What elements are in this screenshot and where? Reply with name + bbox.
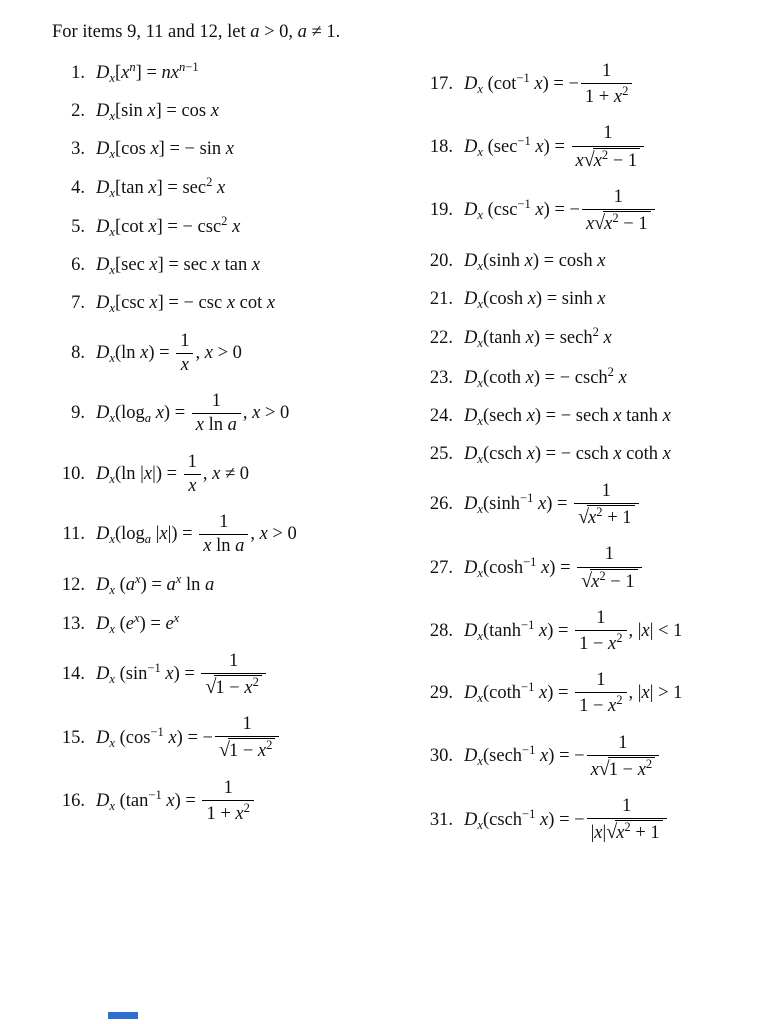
fraction: $\frac{1}{1 - x^2}$	[575, 670, 626, 717]
formula-item	[420, 670, 752, 717]
radical: $√x^2 - 1$	[594, 211, 650, 235]
formula: $D_x$ $(a^x) = a^x$ ln a	[96, 571, 215, 597]
fraction: $\frac{1}{1 + x^2}$	[581, 61, 632, 108]
formula-item	[420, 443, 752, 466]
formula: $D_x[\tan$ $x] = \sec^2 x$	[96, 175, 226, 200]
item-number: 11.	[62, 524, 85, 545]
item-number: 21.	[429, 289, 453, 310]
formula-item	[52, 391, 420, 437]
formula: $D_x(\ln$ x) = $\frac{1}{x}$ , x > 0	[96, 330, 242, 375]
formula-item	[52, 651, 420, 699]
item-number: 5.	[71, 217, 85, 238]
formula: $D_x$ ($\cos^{-1}$ x) = − $\frac{1}{√1 - x^2}$	[96, 728, 281, 748]
formula-item	[52, 215, 420, 239]
formula: $D_x[\cot$ x] = − $\csc^2 x$	[96, 214, 241, 239]
item-number: 7.	[71, 293, 85, 314]
fraction: $\frac{1}{√1 - x^2}$	[201, 651, 265, 699]
item-number: 4.	[71, 178, 85, 199]
item-number: 20.	[429, 251, 453, 272]
formula: $D_x(\tanh$ x) = sech$^2$ x	[464, 325, 612, 351]
formula: $D_x$ ($\sec^{-1}$ x) = $\frac{1}{x√x^2 - 1}$	[464, 137, 646, 157]
formula: $D_x[\sec$ x] = sec x tan x	[96, 255, 261, 278]
formula: $D_x[x^n] = nx^{n-1}$	[96, 60, 199, 85]
formula: $D_x[\cos$ x] = − sin x	[96, 139, 235, 161]
item-number: 9.	[71, 403, 85, 424]
formula-item	[420, 187, 752, 235]
item-number: 2.	[71, 101, 85, 122]
formula: $D_x(\sinh$ x) = cosh x	[464, 251, 606, 274]
fraction: $\frac{1}{\text{x ln a}}$	[199, 512, 248, 558]
formula: $D_x$ ($\sin^{-1}$ x) = $\frac{1}{√1 - x^2}$	[96, 664, 268, 684]
item-number: 14.	[61, 664, 85, 685]
formula-item	[420, 61, 752, 108]
item-number: 27.	[429, 557, 453, 578]
bottom-link-artifact	[108, 1012, 138, 1019]
formula: $D_x(\cosh^{-1}$ x) = $\frac{1}{√x^2 - 1}$	[464, 558, 644, 578]
formula: $D_x(\log_a$ |x|) = $\frac{1}{\text{x ln a}}$ , x > 0	[96, 512, 297, 557]
radical: $√x^2 + 1$	[578, 505, 634, 529]
item-number: 16.	[61, 790, 85, 811]
radical: $√1 - x^2$	[219, 738, 275, 762]
item-number: 24.	[429, 405, 453, 426]
fraction: $\frac{1}{√x^2 - 1}$	[577, 544, 641, 592]
formula-item	[52, 176, 420, 200]
fraction: $\frac{1}{x√1 - x^2}$	[587, 733, 660, 781]
formula: $D_x(\sinh^{-1}$ x) = $\frac{1}{√x^2 + 1}$	[464, 494, 641, 514]
item-number: 10.	[61, 463, 85, 484]
fraction: $\frac{1}{√1 - x^2}$	[215, 714, 279, 762]
item-number: 25.	[429, 443, 453, 464]
formula: $D_x(\tanh^{-1}$ x) = $\frac{1}{1 - x^2}$ , |x| < 1	[464, 607, 683, 654]
radical: $√x^2 - 1$	[581, 569, 637, 593]
fraction: $\frac{1}{x}$	[184, 452, 201, 498]
item-number: 29.	[429, 683, 453, 704]
formula-item	[420, 288, 752, 311]
item-number: 12.	[61, 574, 85, 595]
formula-item	[420, 366, 752, 390]
item-number: 19.	[429, 200, 453, 221]
formula-item	[420, 733, 752, 781]
formula-item	[52, 452, 420, 498]
fraction: $\frac{1}{|x|√x^2 + 1}$	[587, 796, 667, 844]
formula-item	[420, 544, 752, 592]
formula: $D_x(\sec h$ x) = − sech x tanh x	[464, 405, 671, 428]
formula-item	[52, 573, 420, 597]
formula-column-left	[52, 61, 420, 840]
formula: $D_x(\sec h^{-1}$ x) = − $\frac{1}{x√1 - x^2}$	[464, 746, 661, 766]
formula-item	[420, 327, 752, 351]
formula: $D_x$ ($\cot^{-1}$ x) = − $\frac{1}{1 + x^2}$	[464, 74, 634, 94]
item-number: 28.	[429, 620, 453, 641]
formula-item	[52, 612, 420, 636]
formula-item	[52, 778, 420, 825]
formula-item	[52, 254, 420, 277]
item-number: 17.	[429, 73, 453, 94]
fraction: $\frac{1}{1 - x^2}$	[575, 608, 626, 655]
formula: $D_x$ ($\tan^{-1}$ x) = $\frac{1}{1 + x^2}$	[96, 791, 256, 811]
formula-item	[420, 250, 752, 273]
formula: $D_x(\log_a$ x) = $\frac{1}{\text{x ln a}}$ , x > 0	[96, 391, 290, 436]
formula-column-right	[420, 61, 752, 860]
item-number: 6.	[71, 255, 85, 276]
radical: $√x^2 - 1$	[584, 148, 640, 172]
item-number: 22.	[429, 328, 453, 349]
formula-item	[420, 796, 752, 844]
formula-item	[52, 292, 420, 315]
formula: $D_x(\cot h^{-1}$ x) = $\frac{1}{1 - x^2}$ , |x| > 1	[464, 670, 683, 717]
item-number: 31.	[429, 809, 453, 830]
item-number: 1.	[71, 62, 85, 83]
radical: $√1 - x^2$	[205, 675, 261, 699]
formula: $D_x[\sin$ x] = cos x	[96, 101, 219, 123]
formula-item	[52, 100, 420, 123]
formula: $D_x(\cosh$ x) = sinh x	[464, 289, 606, 312]
formula-columns	[52, 61, 752, 860]
formula-item	[52, 714, 420, 762]
fraction: $\frac{1}{\text{x ln a}}$	[192, 391, 241, 437]
radical: $√x^2 + 1$	[606, 820, 662, 844]
fraction: $\frac{1}{x√x^2 - 1}$	[572, 123, 645, 171]
fraction: $\frac{1}{x√x^2 - 1}$	[582, 187, 655, 235]
formula-item	[420, 481, 752, 529]
formula: $D_x(\cot h$ x) = − csch$^2$ x	[464, 364, 627, 390]
item-number: 23.	[429, 367, 453, 388]
formula-item	[420, 405, 752, 428]
formula-item	[52, 512, 420, 558]
item-number: 18.	[429, 136, 453, 157]
fraction: $\frac{1}{√x^2 + 1}$	[574, 481, 638, 529]
formula: $D_x(\csc h$ x) = − csch x coth x	[464, 443, 671, 466]
formula: $D_x(\csc h^{-1}$ x) = − $\frac{1}{|x|√x^2 + 1}$	[464, 810, 669, 830]
fraction: $\frac{1}{x}$	[176, 331, 193, 377]
item-number: 13.	[61, 613, 85, 634]
formula: $D_x[\csc$ x] = − csc x cot x	[96, 293, 276, 316]
instruction-text: For items 9, 11 and 12, let a > 0, a ≠ 1.	[52, 22, 341, 42]
formula: $D_x(\ln$ |x|) = $\frac{1}{x}$ , x ≠ 0	[96, 451, 250, 496]
formula-item	[420, 608, 752, 655]
formula: $D_x$ ($\csc^{-1}$ x) = − $\frac{1}{x√x^2 - 1}$	[464, 200, 657, 220]
formula-item	[52, 61, 420, 85]
item-number: 30.	[429, 746, 453, 767]
radical: $√1 - x^2$	[599, 757, 655, 781]
formula-item	[420, 123, 752, 171]
item-number: 26.	[429, 494, 453, 515]
formula: $D_x$ $(e^x) = e^x$	[96, 610, 180, 636]
item-number: 15.	[61, 727, 85, 748]
fraction: $\frac{1}{1 + x^2}$	[202, 778, 253, 825]
item-number: 8.	[71, 342, 85, 363]
formula-item	[52, 331, 420, 377]
item-number: 3.	[71, 139, 85, 160]
formula-item	[52, 138, 420, 161]
